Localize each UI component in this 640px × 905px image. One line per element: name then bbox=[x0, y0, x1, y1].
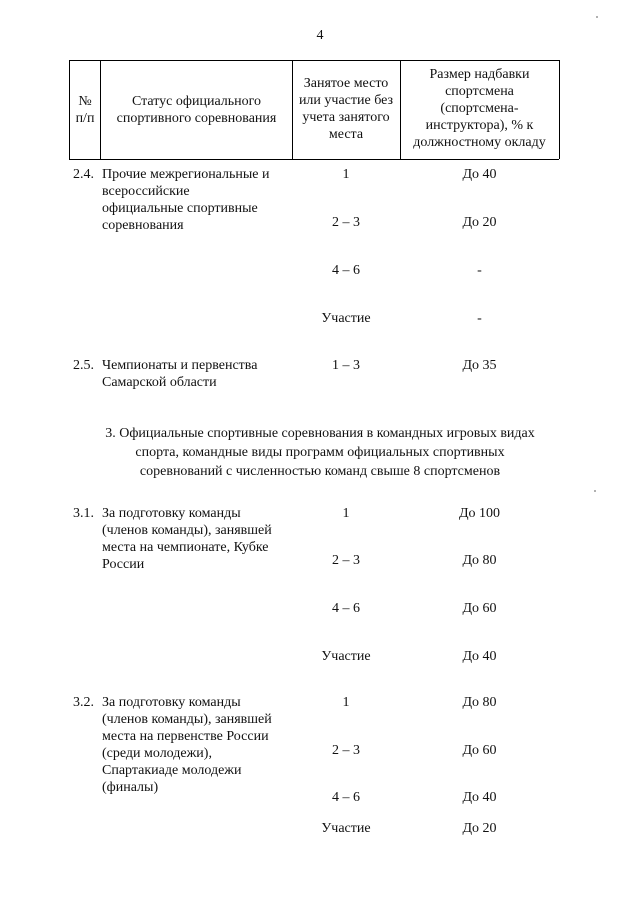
page-number: 4 bbox=[316, 28, 324, 43]
row-place: 4 – 6 bbox=[332, 263, 360, 278]
row-bonus: До 60 bbox=[462, 743, 497, 758]
header-bonus: Размер надбавки спортсмена (спортсмена- инструктора), % к должностному окладу bbox=[413, 67, 546, 150]
row-bonus: До 40 bbox=[462, 167, 497, 182]
row-status: Прочие межрегиональные и всероссийские официальные спортивные соревнования bbox=[102, 167, 270, 233]
scan-speck bbox=[596, 16, 598, 18]
row-place: 1 bbox=[342, 506, 350, 521]
row-status: За подготовку команды (членов команды), занявшей места на первенстве России (среди молодежи), Спартакиаде молодежи (финалы) bbox=[102, 695, 272, 795]
row-place: 4 – 6 bbox=[332, 601, 360, 616]
scan-speck bbox=[594, 490, 596, 492]
header-top-border bbox=[69, 60, 559, 61]
row-place: 1 bbox=[342, 695, 350, 710]
row-bonus: - bbox=[477, 263, 482, 278]
row-status: Чемпионаты и первенства Самарской области bbox=[102, 358, 258, 390]
row-place: Участие bbox=[321, 821, 371, 836]
row-bonus: До 35 bbox=[462, 358, 497, 373]
row-place: 4 – 6 bbox=[332, 790, 360, 805]
header-status: Статус официального спортивного соревнования bbox=[116, 94, 277, 126]
row-place: Участие bbox=[321, 649, 371, 664]
row-bonus: До 40 bbox=[462, 790, 497, 805]
row-bonus: До 20 bbox=[462, 821, 497, 836]
row-place: 2 – 3 bbox=[332, 743, 360, 758]
row-bonus: До 80 bbox=[462, 695, 497, 710]
row-place: 2 – 3 bbox=[332, 553, 360, 568]
header-num: № п/п bbox=[75, 94, 95, 126]
header-place: Занятое место или участие без учета занятого места bbox=[298, 76, 394, 142]
row-bonus: - bbox=[477, 311, 482, 326]
row-bonus: До 20 bbox=[462, 215, 497, 230]
section-title: 3. Официальные спортивные соревнования в командных игровых видах спорта, командные виды программ официальных спортивных соревнований с численностью команд свыше 8 спортсменов bbox=[105, 426, 535, 479]
row-status: За подготовку команды (членов команды), занявшей места на чемпионате, Кубке России bbox=[102, 506, 272, 572]
row-bonus: До 40 bbox=[462, 649, 497, 664]
header-col-border bbox=[559, 60, 560, 159]
header-bottom-border bbox=[69, 159, 559, 160]
row-number: 3.1. bbox=[73, 506, 94, 521]
row-number: 3.2. bbox=[73, 695, 94, 710]
row-bonus: До 60 bbox=[462, 601, 497, 616]
row-bonus: До 100 bbox=[458, 506, 501, 521]
row-place: 1 – 3 bbox=[332, 358, 360, 373]
row-place: Участие bbox=[321, 311, 371, 326]
row-number: 2.4. bbox=[73, 167, 94, 182]
row-place: 2 – 3 bbox=[332, 215, 360, 230]
row-number: 2.5. bbox=[73, 358, 94, 373]
row-place: 1 bbox=[342, 167, 350, 182]
row-bonus: До 80 bbox=[462, 553, 497, 568]
